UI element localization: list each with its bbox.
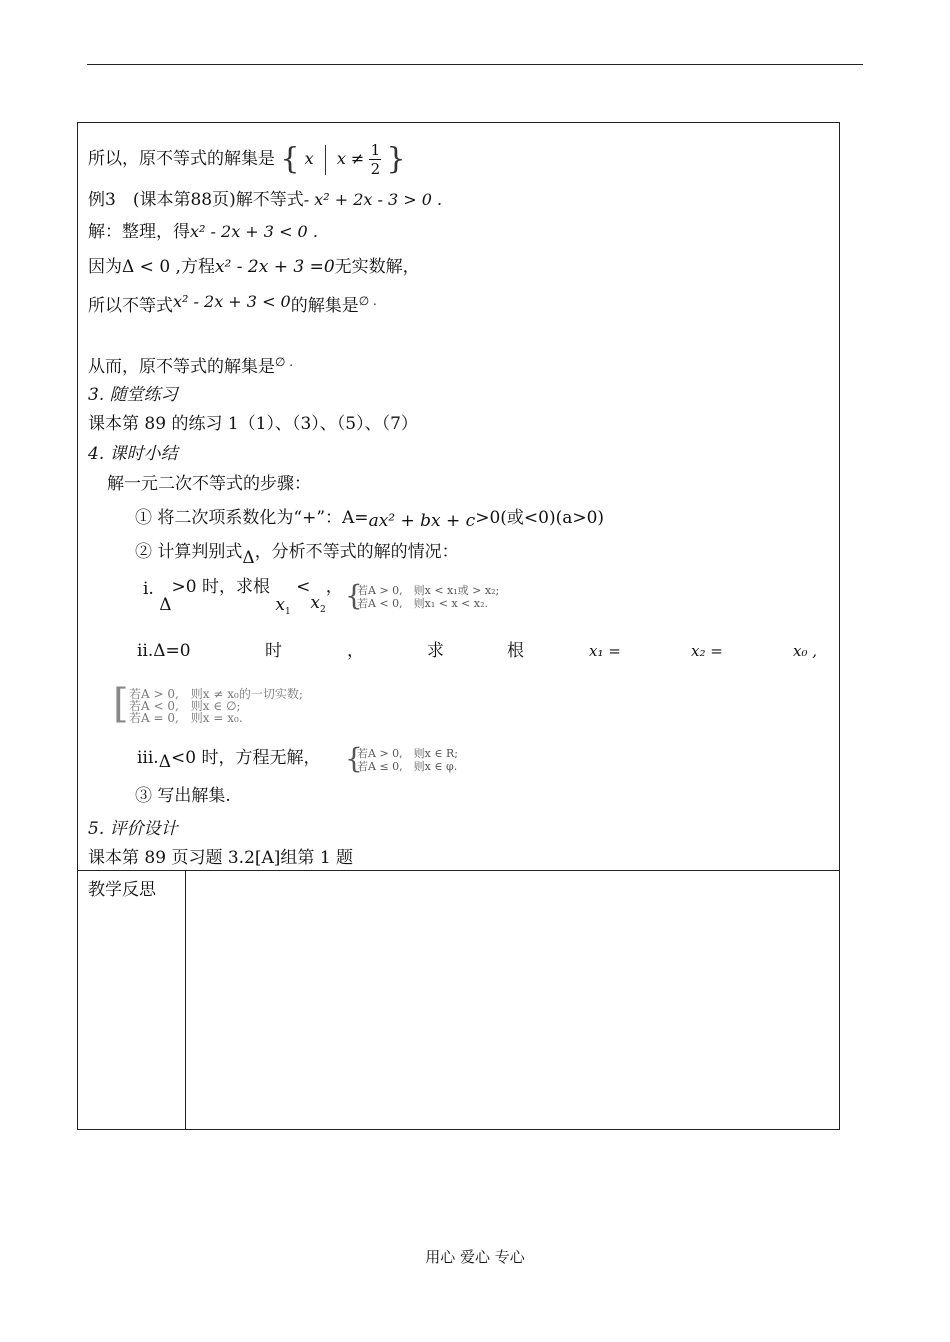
fraction: $\frac{1}{2}$ — [370, 141, 381, 178]
case-i-conditions: { 若A > 0, 则x < x₁或 > x₂; 若A < 0, 则x₁ < x < x₂. — [345, 579, 500, 612]
practice-line: 课本第 89 的练习 1（1）、（3）、（5）、（7） — [88, 414, 418, 434]
discriminant-line: 因为Δ < 0 ,方程x² - 2x + 3 =0无实数解， — [88, 257, 420, 277]
case-iii-conditions: { 若A > 0, 则x ∈ R; 若A ≤ 0, 则x ∈ φ. — [345, 742, 458, 775]
set-notation: { x x ≠ $\frac{1}{2}$ } — [280, 141, 406, 178]
case-ii: ⅱ.Δ=0 时 ， 求 根 x₁ = x₂ = x₀ , — [137, 641, 818, 661]
header-rule — [87, 64, 863, 65]
page-footer: 用心 爱心 专心 — [425, 1248, 525, 1266]
solution-set-text: 所以，原不等式的解集是 — [88, 149, 275, 169]
section-heading-practice: 3. 随堂练习 — [88, 385, 178, 405]
case-iii: ⅲ.Δ<0 时，方程无解， — [137, 748, 321, 772]
section-heading-summary: 4. 课时小结 — [88, 444, 178, 464]
steps-intro: 解一元二次不等式的步骤： — [107, 474, 311, 494]
conclusion-line: 从而，原不等式的解集是∅ . — [88, 355, 294, 377]
step-1: ① 将二次项系数化为“+”：A=ax² + bx + c>0(或<0)(a>0) — [135, 508, 605, 531]
step-2: ② 计算判别式Δ，分析不等式的解的情况： — [135, 542, 459, 568]
homework-line: 课本第 89 页习题 3.2[A]组第 1 题 — [88, 848, 354, 868]
solve-line: 解：整理，得x² - 2x + 3 < 0 . — [88, 222, 318, 242]
case-ii-conditions: [ 若A > 0, 则x ≠ x₀的一切实数; 若A < 0, 则x ∈ ∅; 若A = 0, 则x = x₀. — [113, 681, 303, 727]
reflection-content-cell[interactable] — [186, 871, 839, 1129]
example-3-line: 例3 (课本第88页)解不等式- x² + 2x - 3 > 0 . — [88, 190, 443, 210]
empty-set-line: 所以不等式x² - 2x + 3 < 0的解集是∅ . — [88, 292, 377, 316]
case-i: ⅰ. Δ>0 时，求根 $x_1 <x_2$， — [143, 577, 343, 617]
reflection-label: 教学反思 — [88, 880, 156, 900]
step-3: ③ 写出解集. — [135, 786, 231, 806]
solution-set-line — [88, 141, 406, 178]
section-heading-evaluation: 5. 评价设计 — [88, 819, 178, 839]
